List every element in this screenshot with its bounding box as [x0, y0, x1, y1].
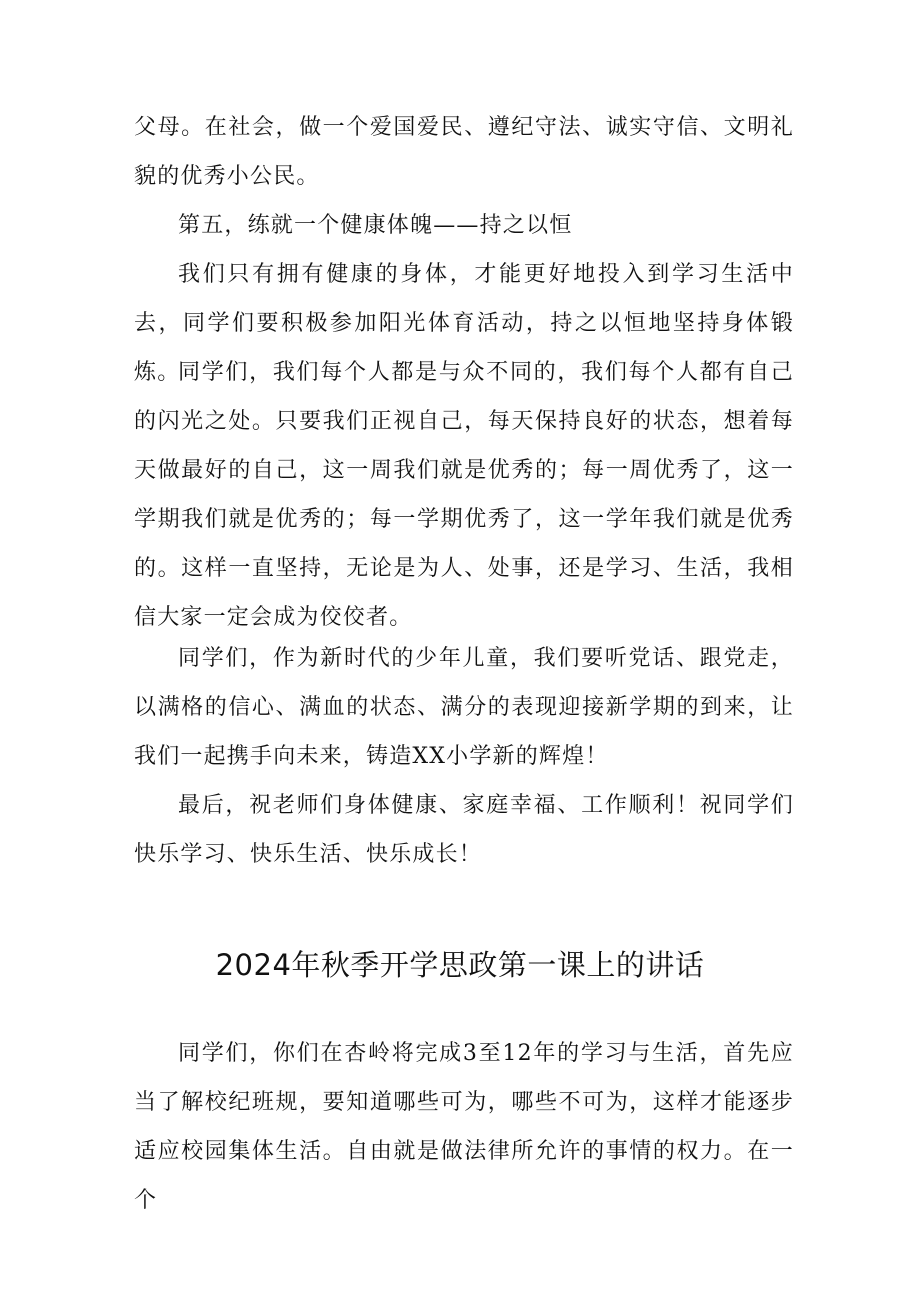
paragraph-school-rules: 同学们，你们在杏岭将完成3至12年的学习与生活，首先应当了解校纪班规，要知道哪些可为，哪些不可为，这样才能逐步适应校园集体生活。自由就是做法律所允许的事情的权力。在一个 — [134, 1041, 794, 1213]
paragraph-excellence: 同学们，我们每个人都是与众不同的，我们每个人都有自己的闪光之处。只要我们正视自己，每天保持良好的状态，想着每天做最好的自己，这一周我们就是优秀的；每一周优秀了，这一学期我们就是优秀的；每一学期优秀了，这一学年我们就是优秀的。这样一直坚持，无论是为人、处事，还是学习、生活，我相信大家一定会成为佼佼者。 — [134, 360, 794, 630]
paragraph-health: 我们只有拥有健康的身体，才能更好地投入到学习生活中去，同学们要积极参加阳光体育活动，持之以恒地坚持身体锻炼。 — [134, 262, 794, 385]
heading-point-five: 第五，练就一个健康体魄——持之以恒 — [178, 213, 573, 238]
paragraph-new-era: 同学们，作为新时代的少年儿童，我们要听党话、跟党走，以满格的信心、满血的状态、满分的表现迎接新学期的到来，让我们一起携手向未来，铸造XX小学新的辉煌！ — [134, 646, 794, 769]
paragraph-closing-wishes: 最后，祝老师们身体健康、家庭幸福、工作顺利！祝同学们快乐学习、快乐生活、快乐成长！ — [134, 793, 794, 867]
paragraph-citizen: 父母。在社会，做一个爱国爱民、遵纪守法、诚实守信、文明礼貌的优秀小公民。 — [134, 115, 794, 189]
section-title: 2024年秋季开学思政第一课上的讲话 — [215, 948, 705, 982]
